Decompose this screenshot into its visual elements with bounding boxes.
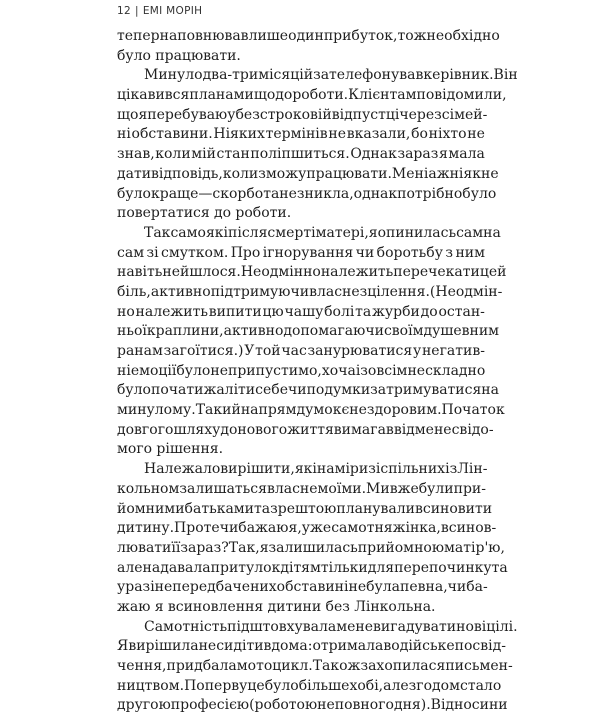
word: Він [493,67,518,84]
word: шляху [173,421,221,438]
word: хобі, [349,677,384,694]
word: на [483,224,501,241]
text-line [117,322,500,342]
word: керівник. [423,67,494,84]
word: вигадувати [373,618,457,635]
word: аж [428,165,450,182]
text-line [117,362,485,382]
word: чи [219,520,239,537]
word: мій [191,146,216,163]
word: від [393,421,415,438]
text-line [117,657,513,677]
word: вже [389,480,419,497]
word: затримуватися [370,382,482,399]
word: і [355,362,361,379]
word: Проте [174,520,220,537]
word: всиновлення [167,598,264,615]
text-line [117,401,505,421]
word: жаліти [203,382,256,399]
word: Однак [350,146,397,163]
word: Ми [366,480,390,497]
word: відпустці [331,106,400,123]
word: належить [320,264,394,281]
word: сімей- [441,106,488,123]
text-line [117,185,497,205]
word: спільних [380,461,446,478]
word: і [223,224,229,241]
word: самотня [331,520,393,537]
word: мене [336,618,374,635]
word: надавала [142,559,211,576]
text-line [117,204,485,224]
word: підштовхувала [227,618,337,635]
word: я [438,146,448,163]
word: перебуваю [147,106,228,123]
word: рішення. [156,441,224,458]
word: думок [296,402,342,419]
word: мого [117,441,153,458]
word: йшлося. [180,264,241,281]
word: цей [479,264,507,281]
word: притулок [210,559,281,576]
word: посвід- [454,638,506,655]
word: цілі. [486,618,518,635]
word: належить [135,303,208,320]
word: зрештою [270,500,337,517]
word: планували [336,500,415,517]
word: захопилася [360,658,446,674]
word: своїм [383,323,424,340]
word: неповного [317,697,394,714]
word: ранам [117,343,163,359]
word: у [117,579,126,596]
word: ні [117,126,131,143]
word: опинилась [377,224,457,241]
word: журби [372,303,420,320]
word: ігнорування [262,244,354,261]
text-line [117,480,485,500]
word: без [325,598,350,615]
word: вирішила [128,638,199,655]
word: дітям [280,559,321,576]
word: коли [155,146,191,163]
word: тільки [320,559,368,576]
word: життя [287,421,334,438]
word: але [383,677,409,694]
word: отримала [312,638,384,655]
word: хоча [321,362,356,379]
word: Належало [144,461,221,478]
word: власне [309,283,360,300]
word: потрібно [397,185,463,202]
word: відповідь, [151,165,223,182]
word: для [367,559,395,576]
word: бажаю [238,520,289,537]
word: було [264,677,299,694]
word: вказали, [346,126,411,143]
word: я [138,106,148,123]
word: боротьбу [376,244,443,261]
text-line [117,519,497,539]
word: термінів [265,126,328,143]
word: кольном [117,480,180,497]
word: та [254,500,271,517]
text-line [117,27,500,47]
text-line [117,381,499,401]
text-line [117,598,485,618]
word: разі [125,579,155,596]
word: є [341,402,350,419]
word: ніяк [449,165,481,182]
header-separator: | [134,5,139,17]
word: це [247,677,265,694]
word: Так [144,224,171,241]
word: і [344,579,349,596]
word: придбала [166,658,237,674]
text-line [117,47,485,67]
word: (роботою [249,697,318,714]
word: Лінкольна. [354,598,436,615]
word: безстроковій [235,106,332,123]
word: не [328,126,346,143]
word: сам [456,224,484,241]
word: матері, [315,224,369,241]
word: перепочинку [394,559,492,576]
word: Ніяких [213,126,265,143]
word: до [214,205,232,222]
word: душевним [423,323,500,340]
word: зараз [397,146,439,163]
word: лише [248,28,289,44]
text-line [117,500,493,520]
word: певна, [400,579,448,596]
word: дня). [393,697,431,714]
word: повідомили, [416,87,507,104]
word: повертатися [117,205,210,222]
word: Такий [195,402,241,419]
word: із [445,461,458,478]
word: неприпустимо, [210,362,322,379]
text-line [117,696,508,716]
word: поліпшиться. [250,146,350,163]
word: складно [425,362,486,379]
word: всиновити [414,500,493,517]
running-header [117,5,202,17]
text-line [117,559,508,579]
word: моїми. [317,480,367,497]
word: власне [266,480,318,497]
word: після [228,224,268,241]
word: занурюватися [307,343,413,359]
word: було [462,185,497,202]
word: Поперву [184,677,248,694]
word: необхідно [426,28,500,44]
word: но [117,303,135,320]
text-line [117,106,488,126]
text-line [117,244,485,264]
word: зцілення. [359,283,430,300]
text-line [117,578,488,598]
word: чашу [284,303,324,320]
word: чи [355,244,375,261]
word: було [176,362,211,379]
word: емоції [130,362,177,379]
word: зі [368,461,381,478]
word: більше [298,677,350,694]
word: й [303,67,314,84]
word: зовсім [360,362,408,379]
word: у [227,106,236,123]
word: довгого [117,421,174,438]
word: вдома: [263,638,313,655]
word: які [294,461,317,478]
word: зараз? [180,539,229,556]
word: почати [151,382,204,399]
word: нового [237,421,288,438]
word: ніхто [428,126,467,143]
word: болі [324,303,355,320]
word: не [279,185,297,202]
text-line [117,421,494,441]
word: її [171,539,181,556]
word: та [491,559,508,576]
word: водійське [383,638,455,655]
word: себе [255,382,288,399]
word: з [445,244,454,261]
word: матір'ю, [444,539,505,556]
word: я [259,539,269,556]
word: планами [189,87,254,104]
word: напрям [240,402,297,419]
word: підтримуючи [210,283,310,300]
word: зателефонував [313,67,424,84]
word: другою [117,697,171,714]
word: загоїтися.) [163,343,244,359]
word: Лін- [457,461,488,478]
word: вимагав [333,421,394,438]
word: залишаться [179,480,267,497]
word: смутком. [161,244,229,261]
text-line [117,224,501,244]
body-text [117,27,518,716]
word: стан [216,146,250,163]
word: Так, [228,539,260,556]
word: залишилась [268,539,358,556]
word: час [281,343,307,359]
word: нові [456,618,487,635]
word: при- [453,480,486,497]
word: У [244,343,255,359]
word: тож [397,28,427,44]
word: батьками [184,500,255,517]
word: Клієнтам [348,87,417,104]
word: я [154,598,164,615]
word: Початок [441,402,505,419]
word: Відносини [430,697,508,714]
word: місяці [258,67,304,84]
word: біль, [117,283,151,300]
word: нездоровим. [349,402,442,419]
word: мене [414,421,452,438]
word: жаю [117,598,151,615]
word: ба- [466,579,488,596]
text-line [117,440,485,460]
word: було [117,185,151,202]
text-line [117,618,518,638]
word: не [407,362,426,379]
word: Також [312,658,361,674]
word: мотоцикл. [236,658,313,674]
word: що [117,106,139,123]
word: через [399,106,442,123]
word: сидіти [216,638,264,655]
word: навіть [117,264,163,281]
word: до [220,421,238,438]
word: зможу [258,165,307,182]
word: подумки [306,382,371,399]
word: на [481,382,499,399]
page-number: 12 [117,5,131,17]
word: чення, [117,658,167,674]
word: працювати. [306,165,392,182]
text-line [117,125,485,145]
word: (Неодмін- [429,283,503,300]
word: не [198,638,217,655]
word: роботи. [235,205,292,222]
word: прийомною [357,539,445,556]
word: обставини. [131,126,213,143]
word: негатив- [421,343,485,359]
word: — [198,185,213,202]
word: роботи. [292,87,349,104]
word: жінка, [392,520,441,537]
word: Я [117,638,129,655]
word: смерті [267,224,316,241]
word: обставин [276,579,344,596]
word: краплини, [146,323,224,340]
word: зникла, [296,185,354,202]
text-line [117,303,485,323]
word: було [117,382,151,399]
word: однак [353,185,398,202]
word: цю [262,303,284,320]
word: краще [151,185,199,202]
word: як [205,224,224,241]
word: вирішити, [220,461,295,478]
word: дитину. [117,520,175,537]
word: цікавився [117,87,190,104]
word: коли [222,165,259,182]
word: активно [150,283,211,300]
word: але [117,559,143,576]
word: перечекати [393,264,480,281]
word: наповнював [159,28,249,44]
text-line [117,637,506,657]
text-line [117,165,499,185]
text-line [117,539,505,559]
word: Про [230,244,261,261]
word: чи [447,579,467,596]
word: випити [208,303,262,320]
word: знав, [117,146,155,163]
word: наміри [316,461,369,478]
word: у [412,343,422,359]
word: бо [411,126,428,143]
word: свідо- [451,421,494,438]
author-name: ЕМІ МОРІН [142,5,203,17]
word: Минуло [144,67,203,84]
word: дати [117,165,152,182]
word: всинов- [440,520,497,537]
word: активно [223,323,284,340]
text-line [117,342,485,362]
word: було [117,47,151,64]
word: прибуток, [323,28,398,44]
word: не [162,264,181,281]
word: чи [287,382,307,399]
word: не [480,165,499,182]
word: не [348,579,367,596]
word: стало [460,677,502,694]
word: письмен- [445,658,513,674]
word: ним [455,244,485,261]
word: я [368,224,378,241]
word: мала [448,146,485,163]
word: не [467,126,485,143]
text-line [117,66,518,86]
word: до [420,303,438,320]
word: ництвом. [117,677,185,694]
word: та [355,303,372,320]
word: була [366,579,401,596]
word: сам [117,244,145,261]
text-line [117,283,503,303]
text-line [117,145,485,165]
word: непередбачених [154,579,277,596]
word: скорбота [212,185,280,202]
word: щодо [253,87,293,104]
text-line [117,677,502,697]
word: допомагаючи [283,323,384,340]
word: два-три [202,67,259,84]
word: остан- [438,303,485,320]
text-line [117,86,507,106]
word: само [170,224,206,241]
word: тепер [117,28,160,44]
text-line [117,460,488,480]
word: Самотність [144,618,228,635]
word: дитини [267,598,322,615]
word: згодом [408,677,460,694]
word: професією [170,697,250,714]
word: ні [117,362,131,379]
word: лювати [117,539,172,556]
word: працювати. [155,47,241,64]
word: минулому. [117,402,196,419]
word: уже [301,520,332,537]
word: один [288,28,324,44]
word: той [255,343,281,359]
word: йомними [117,500,185,517]
word: зі [146,244,159,261]
word: Мені [391,165,429,182]
word: ньої [117,323,147,340]
text-line [117,263,507,283]
word: були [418,480,454,497]
word: я, [288,520,302,537]
word: Неодмінно [240,264,321,281]
